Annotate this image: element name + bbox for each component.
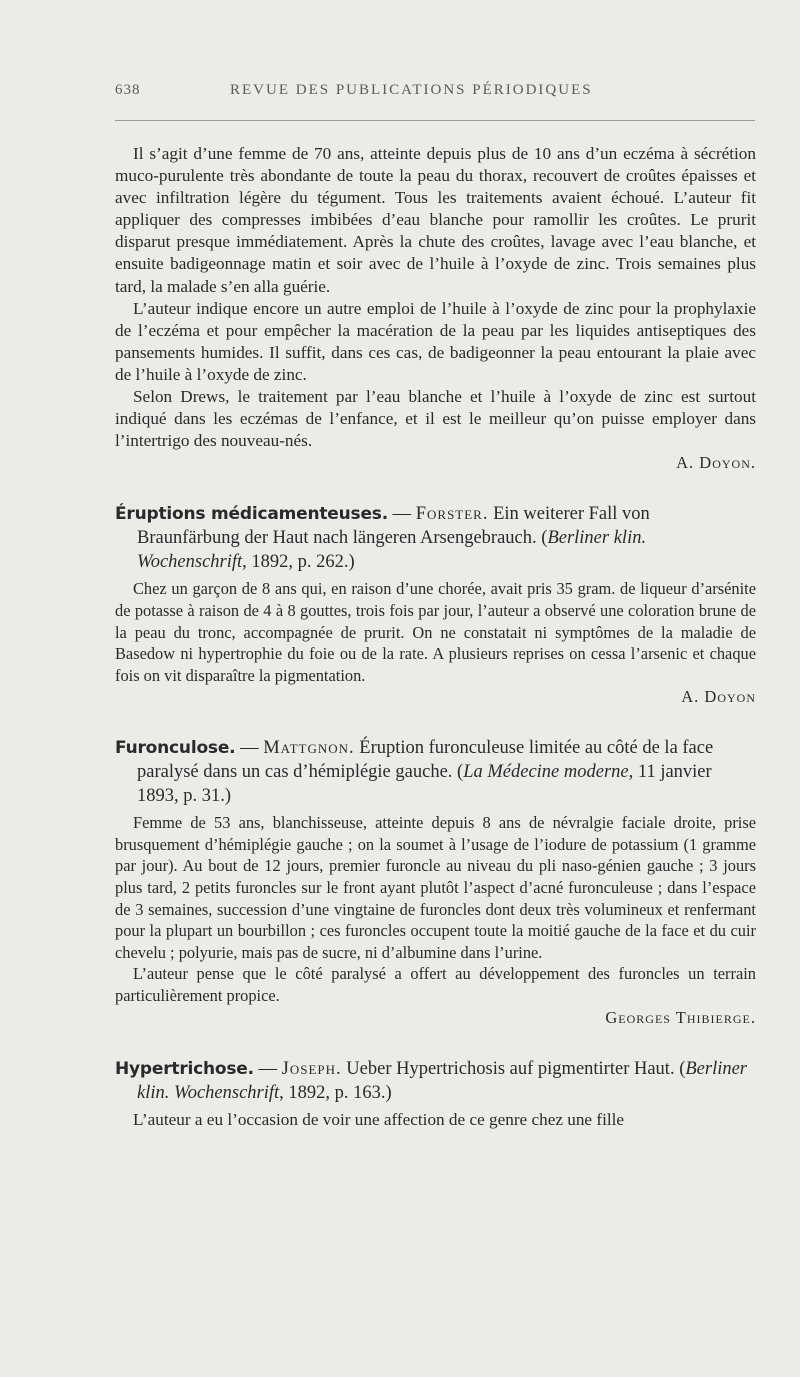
journal-title: REVUE DES PUBLICATIONS PÉRIODIQUES	[230, 82, 593, 98]
citation: , 11 janvier 1893, p. 31.)	[137, 762, 712, 807]
paragraph: Femme de 53 ans, blanchisseuse, atteinte depuis 8 ans de névralgie faciale droite, prise brusquement d’hémiplégie gauche ; on la soumet à l’usage de l’iodure de potassium (1 gramme par jour). Au bout de 12 jours, premier furoncle au niveau du pli naso-génien gauche ; 3 jours plus tard, 2 petits furoncles sur le front ayant plutôt l’aspect d’acné furonculeuse ; dans l’espace de 3 semaines, succession d’une vingtaine de furoncles dont deux très volumineux et renfermant pour la plupart un bourbillon ; ces furoncles occupent toute la moitié gauche de la face et du cuir chevelu ; polyurie, mais pas de sucre, ni d’albumine dans l’urine.	[115, 813, 756, 962]
article-title: Éruption furonculeuse limitée au côté de la face paralysé dans un cas d’hémiplégie gauche. (	[137, 738, 714, 783]
article-title: Ein weiterer Fall von Braunfärbung der Haut nach längeren Arsengebrauch. (	[137, 504, 650, 549]
citation: , 1892, p. 262.)	[242, 552, 355, 573]
paragraph: Il s’agit d’une femme de 70 ans, atteinte depuis plus de 10 ans d’un eczéma à sécrétion muco-purulente très abondante de toute la peau du thorax, recouvert de croûtes épaisses et avec infiltration légère du tégument. Tous les traitements avaient échoué. L’auteur fit appliquer des compresses imbibées d’eau blanche pour ramollir les croûtes. Le prurit disparut presque immédiatement. Après la chute des croûtes, lavage avec l’eau blanche, et ensuite badigeonnage matin et soir avec de l’huile à l’oxyde de zinc. Trois semaines plus tard, la malade s’en alla guérie.	[115, 144, 756, 296]
article-eczema-continued	[115, 143, 756, 474]
section-term: Éruptions médicamenteuses.	[115, 504, 388, 525]
article-author: Forster.	[415, 504, 489, 525]
article-eruptions-medicamenteuses	[115, 502, 756, 708]
journal-name: La Médecine moderne	[463, 762, 629, 783]
heading-dash: —	[253, 1058, 282, 1079]
article-title: Ueber Hypertrichosis auf pigmentirter Haut. (	[341, 1058, 686, 1079]
running-head	[115, 82, 756, 112]
paragraph: L’auteur a eu l’occasion de voir une affection de ce genre chez une fille	[133, 1109, 625, 1129]
journal-name: Berliner klin. Wochenschrift	[137, 1058, 748, 1103]
paragraph: Selon Drews, le traitement par l’eau blanche et l’huile à l’oxyde de zinc est surtout indiqué dans les eczémas de l’enfance, et il est le meilleur qu’on puisse employer dans l’intertrigo des nouveau-nés.	[115, 387, 756, 451]
article-heading	[115, 502, 756, 574]
header-rule	[115, 120, 755, 121]
article-heading	[115, 736, 756, 808]
signature: Georges Thibierge.	[605, 1007, 756, 1027]
journal-name: Berliner klin. Wochenschrift	[137, 528, 647, 573]
signature: A. Doyon.	[676, 453, 756, 473]
paragraph: Chez un garçon de 8 ans qui, en raison d’une chorée, avait pris 35 gram. de liqueur d’arsénite de potasse à raison de 4 à 8 gouttes, trois fois par jour, l’auteur a observé une coloration brune de la peau du tronc, accompagnée de prurit. On ne constatait ni symptômes de la maladie de Basedow ni hypertrophie du foie ou de la rate. A plusieurs reprises on cessa l’arsenic et chaque fois on vit disparaître la pigmentation.	[115, 579, 756, 685]
heading-dash: —	[387, 504, 416, 525]
page-number: 638	[115, 82, 141, 98]
paragraph: L’auteur indique encore un autre emploi de l’huile à l’oxyde de zinc pour la prophylaxie de l’eczéma et pour empêcher la macération de la peau par les liquides antiseptiques des pansements humides. Il suffit, dans ces cas, de badigeonner la peau entourant la plaie avec de l’huile à l’oxyde de zinc.	[115, 298, 756, 384]
article-hypertrichose	[115, 1057, 756, 1131]
signature: A. Doyon	[681, 687, 756, 707]
article-author: Mattgnon.	[263, 738, 355, 759]
article-author: Joseph.	[281, 1058, 342, 1079]
section-term: Hypertrichose.	[115, 1058, 254, 1079]
citation: , 1892, p. 163.)	[279, 1082, 392, 1103]
paragraph: L’auteur pense que le côté paralysé a offert au développement des furoncles un terrain particulièrement propice.	[115, 964, 756, 1006]
article-heading	[115, 1057, 756, 1105]
section-term: Furonculose.	[115, 738, 236, 759]
article-furonculose	[115, 736, 756, 1028]
heading-dash: —	[235, 738, 264, 759]
